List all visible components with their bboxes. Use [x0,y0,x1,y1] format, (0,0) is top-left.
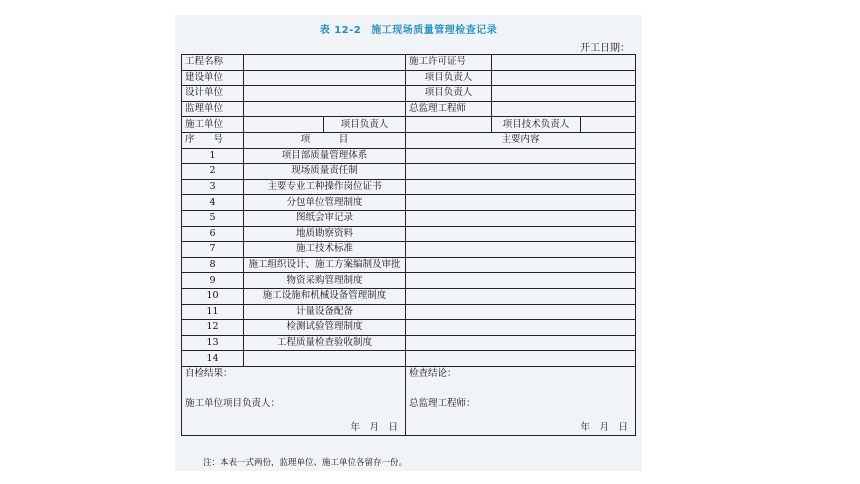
row-contractor-unit [182,117,636,133]
date-right: 年 月 日 [580,421,628,433]
item-name: 施工设施和机械设备管理制度 [244,288,406,304]
row-column-headers [182,132,636,148]
inspection-label: 检查结论： [409,367,457,379]
item-content[interactable] [406,304,636,320]
project-leader-value[interactable] [492,70,636,86]
item-number: 11 [182,304,244,320]
item-name: 图纸会审记录 [244,210,406,226]
table-number: 表 12-2 [319,25,362,36]
item-number: 2 [182,164,244,180]
table-row [182,320,636,336]
table-row [182,288,636,304]
item-content[interactable] [406,195,636,211]
item-number: 3 [182,179,244,195]
permit-no-value[interactable] [492,55,636,71]
item-name: 物资采购管理制度 [244,273,406,289]
item-name: 计量设备配备 [244,304,406,320]
row-supervision-unit [182,101,636,117]
table-row [182,195,636,211]
table-row [182,273,636,289]
row-conclusion [182,366,636,435]
item-content[interactable] [406,210,636,226]
table-title: 施工现场质量管理检查记录 [371,25,498,36]
supervision-unit-label: 监理单位 [182,101,244,117]
item-name: 施工技术标准 [244,242,406,258]
item-number: 6 [182,226,244,242]
contractor-leader-label: 项目负责人 [324,117,406,133]
col-content-header: 主要内容 [406,132,636,148]
item-name: 分包单位管理制度 [244,195,406,211]
item-name [244,351,406,367]
quality-check-table [181,54,636,436]
table-row [182,304,636,320]
table-row [182,210,636,226]
contractor-leader-value[interactable] [406,117,492,133]
item-content[interactable] [406,226,636,242]
item-name: 检测试验管理制度 [244,320,406,336]
row-construction-unit [182,70,636,86]
construction-unit-label: 建设单位 [182,70,244,86]
design-unit-value[interactable] [244,86,406,102]
item-number: 1 [182,148,244,164]
col-seq-header: 序 号 [182,132,244,148]
contractor-unit-label: 施工单位 [182,117,244,133]
item-content[interactable] [406,288,636,304]
item-content[interactable] [406,273,636,289]
design-leader-label: 项目负责人 [406,86,492,102]
item-number: 13 [182,335,244,351]
item-number: 10 [182,288,244,304]
table-row [182,164,636,180]
tech-leader-value[interactable] [581,117,636,133]
self-check-label: 自检结果： [185,367,233,379]
supervisor-signer-label: 总监理工程师： [409,397,476,409]
project-name-value[interactable] [244,55,406,71]
project-leader-label: 项目负责人 [406,70,492,86]
contractor-unit-value[interactable] [244,117,324,133]
item-name: 地质勘察资料 [244,226,406,242]
chief-supervisor-value[interactable] [492,101,636,117]
contractor-signer-label: 施工单位项目负责人： [185,397,281,409]
item-name: 工程质量检查验收制度 [244,335,406,351]
item-name: 施工组织设计、施工方案编制及审批 [244,257,406,273]
document-title [175,21,642,36]
self-check-cell[interactable] [182,366,406,435]
item-content[interactable] [406,335,636,351]
item-rows [182,148,636,366]
document-page [175,15,642,471]
tech-leader-label: 项目技术负责人 [492,117,581,133]
permit-no-label: 施工许可证号 [406,55,492,71]
table-row [182,351,636,367]
chief-supervisor-label: 总监理工程师 [406,101,492,117]
table-row [182,148,636,164]
table-row [182,257,636,273]
row-project-name [182,55,636,71]
item-name: 现场质量责任制 [244,164,406,180]
table-row [182,179,636,195]
item-number: 12 [182,320,244,336]
footnote: 注：本表一式两份，监理单位、施工单位各留存一份。 [203,458,408,468]
design-unit-label: 设计单位 [182,86,244,102]
item-number: 8 [182,257,244,273]
row-design-unit [182,86,636,102]
supervision-unit-value[interactable] [244,101,406,117]
item-name: 主要专业工种操作岗位证书 [244,179,406,195]
item-content[interactable] [406,242,636,258]
item-number: 9 [182,273,244,289]
item-content[interactable] [406,351,636,367]
table-row [182,226,636,242]
item-content[interactable] [406,164,636,180]
col-item-header: 项 目 [244,132,406,148]
item-content[interactable] [406,320,636,336]
project-name-label: 工程名称 [182,55,244,71]
item-number: 14 [182,351,244,367]
design-leader-value[interactable] [492,86,636,102]
item-number: 5 [182,210,244,226]
item-content[interactable] [406,257,636,273]
table-row [182,335,636,351]
item-name: 项目部质量管理体系 [244,148,406,164]
item-number: 4 [182,195,244,211]
item-content[interactable] [406,179,636,195]
inspection-cell[interactable] [406,366,636,435]
table-row [182,242,636,258]
item-content[interactable] [406,148,636,164]
start-date-label: 开工日期： [580,43,630,54]
item-number: 7 [182,242,244,258]
date-left: 年 月 日 [350,421,398,433]
construction-unit-value[interactable] [244,70,406,86]
